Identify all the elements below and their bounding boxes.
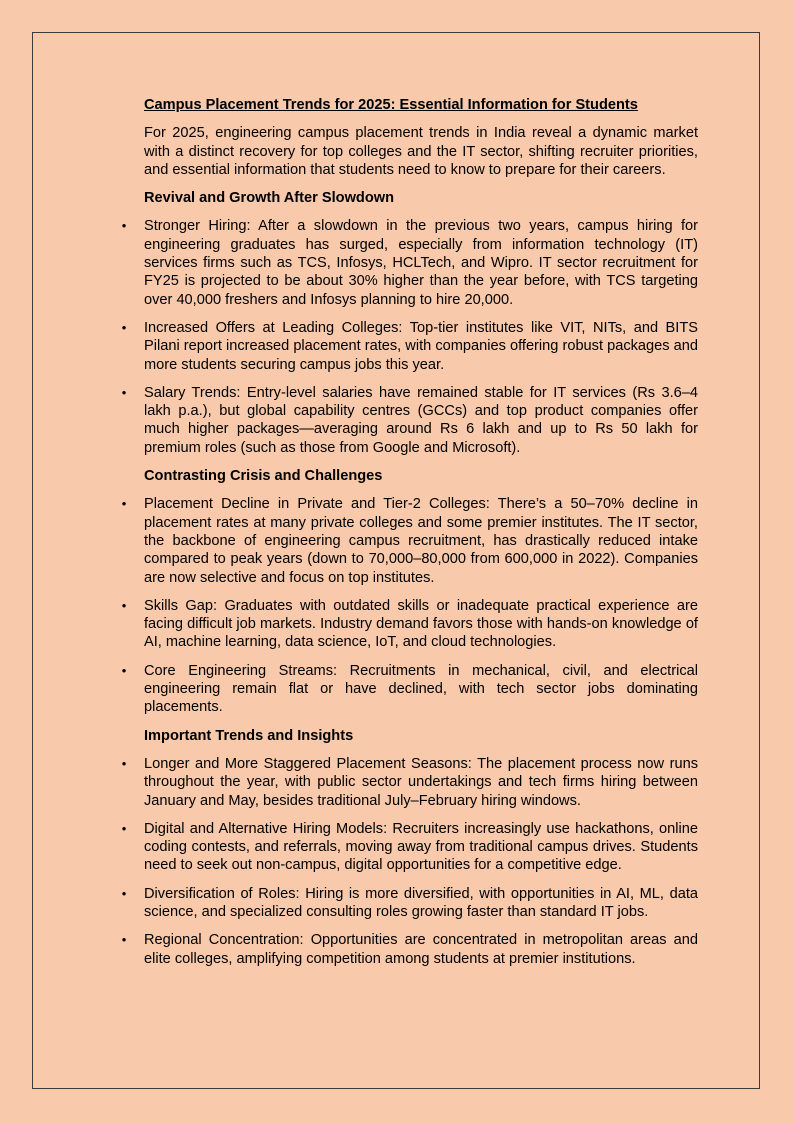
list-item-text: Salary Trends: Entry-level salaries have remained stable for IT services (Rs 3.6–4 lakh p.a.), but global capability centres (GCCs) and top product companies offer much higher packages—averaging around Rs 6 lakh and up to Rs 50 lakh for premium roles (such as those from Google and Microsoft).	[144, 384, 698, 456]
bullet-icon: •	[121, 597, 127, 613]
list-item	[121, 885, 698, 922]
bullet-list-challenges	[121, 495, 698, 716]
bullet-list-revival	[121, 217, 698, 457]
bullet-icon: •	[121, 820, 127, 836]
list-item-text: Longer and More Staggered Placement Seasons: The placement process now runs throughout the year, with public sector undertakings and tech firms hiring between January and May, besides traditional July–February hiring windows.	[144, 755, 698, 809]
list-item	[121, 597, 698, 652]
bullet-icon: •	[121, 384, 127, 400]
list-item	[121, 931, 698, 968]
list-item	[121, 384, 698, 457]
intro-paragraph: For 2025, engineering campus placement trends in India reveal a dynamic market with a distinct recovery for top colleges and the IT sector, shifting recruiter priorities, and essential information that students need to know to prepare for their careers.	[144, 125, 698, 178]
list-item	[121, 495, 698, 586]
bullet-icon: •	[121, 319, 127, 335]
bullet-icon: •	[121, 885, 127, 901]
list-item	[121, 755, 698, 810]
list-item-text: Increased Offers at Leading Colleges: Top-tier institutes like VIT, NITs, and BITS Pilani report increased placement rates, with companies offering robust packages and more students securing campus jobs this year.	[144, 319, 698, 373]
bullet-icon: •	[121, 662, 127, 678]
bullet-icon: •	[121, 932, 127, 948]
section-heading-revival: Revival and Growth After Slowdown	[144, 190, 395, 207]
section-heading-challenges: Contrasting Crisis and Challenges	[144, 468, 383, 485]
list-item	[121, 820, 698, 875]
bullet-list-trends	[121, 755, 698, 968]
list-item-text: Regional Concentration: Opportunities are concentrated in metropolitan areas and elite colleges, amplifying competition among students at premier institutions.	[144, 932, 698, 967]
list-item	[121, 217, 698, 308]
list-item	[121, 319, 698, 374]
bullet-icon: •	[121, 218, 127, 234]
list-item-text: Diversification of Roles: Hiring is more diversified, with opportunities in AI, ML, data science, and specialized consulting roles growing faster than standard IT jobs.	[144, 885, 698, 920]
list-item	[121, 662, 698, 717]
list-item-text: Core Engineering Streams: Recruitments in mechanical, civil, and electrical engineering remain flat or have declined, with tech sector jobs dominating placements.	[144, 662, 698, 716]
list-item-text: Stronger Hiring: After a slowdown in the previous two years, campus hiring for engineering graduates has surged, especially from information technology (IT) services firms such as TCS, Infosys, HCLTech, and Wipro. IT sector recruitment for FY25 is projected to be about 30% higher than the year before, with TCS targeting over 40,000 freshers and Infosys planning to hire 20,000.	[144, 218, 698, 308]
document-body	[121, 96, 698, 978]
document-title: Campus Placement Trends for 2025: Essential Information for Students	[144, 97, 638, 113]
bullet-icon: •	[121, 496, 127, 512]
list-item-text: Skills Gap: Graduates with outdated skills or inadequate practical experience are facing difficult job markets. Industry demand favors those with hands-on knowledge of AI, machine learning, data science, IoT, and cloud technologies.	[144, 597, 698, 651]
list-item-text: Digital and Alternative Hiring Models: Recruiters increasingly use hackathons, online coding contests, and referrals, moving away from traditional campus drives. Students need to seek out non-campus, digital opportunities for a competitive edge.	[144, 820, 698, 874]
bullet-icon: •	[121, 755, 127, 771]
section-heading-trends: Important Trends and Insights	[144, 727, 354, 744]
list-item-text: Placement Decline in Private and Tier-2 Colleges: There’s a 50–70% decline in placement rates at many private colleges and some premier institutes. The IT sector, the backbone of engineering campus recruitment, has drastically reduced intake compared to peak years (down to 70,000–80,000 from 600,000 in 2022). Companies are now selective and focus on top institutes.	[144, 496, 698, 586]
